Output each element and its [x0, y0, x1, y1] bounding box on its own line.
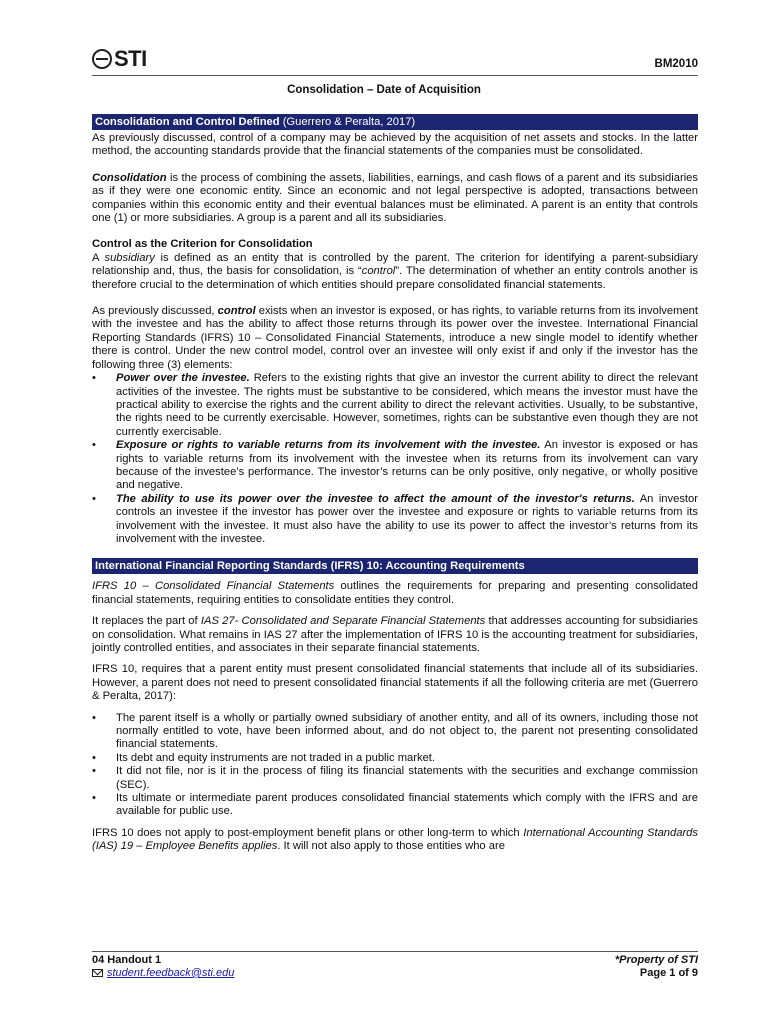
paragraph-subsidiary: A subsidiary is defined as an entity that is controlled by the parent. The criterion for identifying a parent-subsidiary relationship and, thus, the basis for consolidation, is “control”. The determination of whether an entity controls another is therefore crucial to the determination of which entities should prepare consolidated financial statements.	[92, 251, 698, 291]
paragraph-consolidation: Consolidation is the process of combining the assets, liabilities, earnings, and cash flows of a parent and its subsidiaries as if they were one economic entity. Since an economic and not legal perspective is adopted, transactions between companies within this economic entity and their eventual balances must be eliminated. A parent is an entity that controls one (1) or more subsidiaries. A group is a parent and all its subsidiaries.	[92, 171, 698, 225]
list-item: • Exposure or rights to variable returns from its involvement with the investee. An investor is exposed or has rights to variable returns from its involvement with the investee when its returns from its involvement can vary because of the investee’s performance. The investor’s returns can be only positive, only negative, or wholly positive and negative.	[92, 439, 698, 493]
list-item: • The parent itself is a wholly or partially owned subsidiary of another entity, and all of its owners, including those not normally entitled to vote, have been informed about, and do not object to, the parent not presenting consolidated financial statements.	[92, 712, 698, 752]
paragraph-intro: As previously discussed, control of a company may be achieved by the acquisition of net assets and stocks. In the latter method, the accounting standards provide that the financial statements of the companies must be consolidated.	[92, 132, 698, 158]
header-rule	[92, 75, 698, 76]
footer-rule	[92, 951, 698, 952]
list-item: • Its debt and equity instruments are not traded in a public market.	[92, 752, 698, 765]
section-heading-consolidation: Consolidation and Control Defined (Guerrero & Peralta, 2017)	[92, 114, 698, 130]
sti-logo	[92, 46, 147, 72]
list-item: • Its ultimate or intermediate parent produces consolidated financial statements which comply with the IFRS and are available for public use.	[92, 792, 698, 819]
control-elements-list	[92, 372, 698, 546]
paragraph-scope: IFRS 10 does not apply to post-employment benefit plans or other long-term to which International Accounting Standards (IAS) 19 – Employee Benefits applies. It will not also apply to those entities who are	[92, 826, 698, 853]
list-item: • The ability to use its power over the investee to affect the amount of the investor's returns. An investor controls an investee if the investor has power over the investee and exposure or rights to variable returns from its involvement with the investee. It must also have the ability to use its power to affect the investor’s returns from its involvement with the investee.	[92, 493, 698, 547]
property-label: *Property of STI	[614, 954, 698, 966]
page-number: Page 1 of 9	[639, 967, 698, 979]
paragraph-control: As previously discussed, control exists when an investor is exposed, or has rights, to variable returns from its involvement with the investee and has the ability to affect those returns through its power over the investee. International Financial Reporting Standards (IFRS) 10 – Consolidated Financial Statements, introduce a new single model to identify whether there is control. Under the new control model, control over an investee will only exist if and only if the investor has the following three (3) elements:	[92, 305, 698, 371]
list-item: • Power over the investee. Refers to the existing rights that give an investor the current ability to direct the relevant activities of the investee. The rights must be substantive to be considered, which means the investor must have the practical ability to exercise the rights and the current ability to direct the relevant activities. Usually, to be substantive, the rights need to be currently exercisable. However, sometimes, rights can be substantive even though they are not currently exercisable.	[92, 372, 698, 439]
mail-icon	[92, 969, 103, 977]
footer-left	[92, 954, 234, 980]
logo-text: STI	[114, 46, 147, 71]
course-code: BM2010	[654, 58, 698, 70]
section-heading-ifrs10: International Financial Reporting Standards (IFRS) 10: Accounting Requirements	[92, 558, 698, 574]
handout-label: 04 Handout 1	[92, 954, 162, 966]
list-item: • It did not file, nor is it in the process of filing its financial statements with the securities and exchange commission (SEC).	[92, 765, 698, 792]
subheading-control: Control as the Criterion for Consolidation	[92, 238, 313, 251]
feedback-email-link[interactable]: student.feedback@sti.edu	[107, 967, 235, 979]
globe-icon	[92, 49, 112, 69]
exemption-criteria-list	[92, 712, 698, 819]
page-title: Consolidation – Date of Acquisition	[287, 84, 481, 96]
paragraph-ifrs10: IFRS 10 – Consolidated Financial Statements outlines the requirements for preparing and presenting consolidated financial statements, requiring entities to consolidate entities they control.	[92, 580, 698, 606]
paragraph-ias27: It replaces the part of IAS 27- Consolidated and Separate Financial Statements that addresses accounting for subsidiaries on consolidation. What remains in IAS 27 after the implementation of IFRS 10 is the accounting treatment for subsidiaries, jointly controlled entities, and associates in their separate financial statements.	[92, 615, 698, 654]
main-content	[92, 114, 698, 867]
paragraph-requirement: IFRS 10, requires that a parent entity must present consolidated financial statements that include all of its subsidiaries. However, a parent does not need to present consolidated financial statements if all the following criteria are met (Guerrero & Peralta, 2017):	[92, 663, 698, 703]
footer-right	[615, 954, 698, 980]
